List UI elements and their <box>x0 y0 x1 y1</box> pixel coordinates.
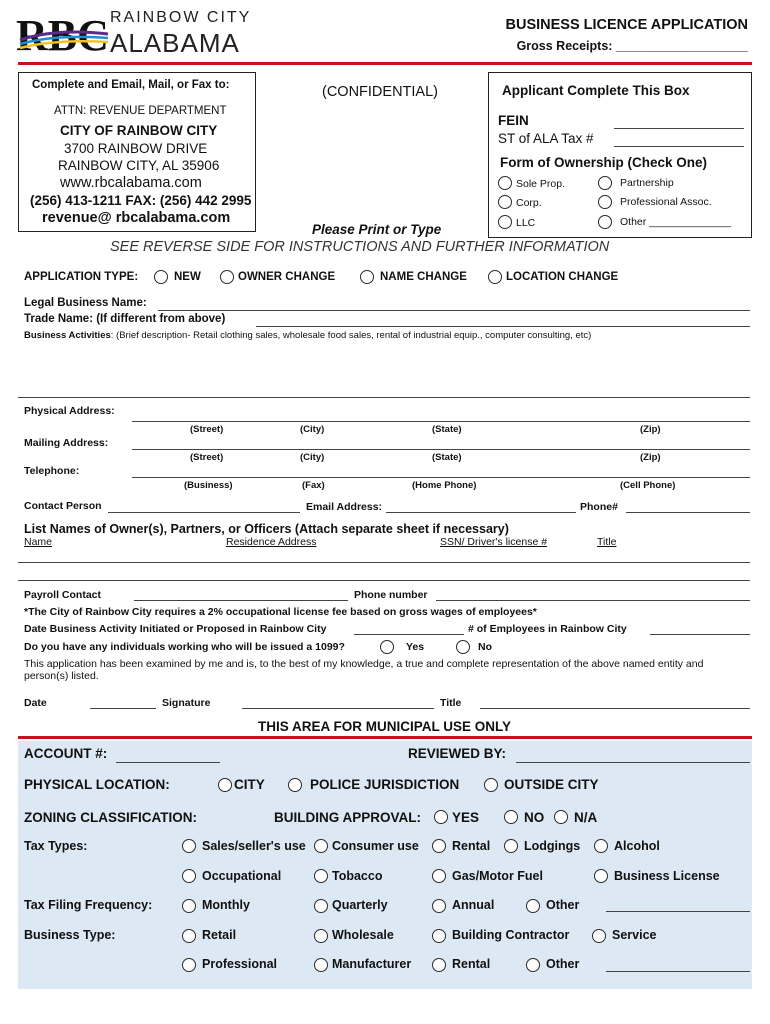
freq-monthly-label: Monthly <box>202 898 250 912</box>
fein-label: FEIN <box>498 113 529 128</box>
mailing-zip-caption: (Zip) <box>640 452 661 463</box>
mailing-city-caption: (City) <box>300 452 325 463</box>
owner-row-1-input[interactable] <box>18 562 750 563</box>
cert-signature-input[interactable] <box>242 708 434 709</box>
physical-location-label: PHYSICAL LOCATION: <box>24 777 170 792</box>
sole-prop-label: Sole Prop. <box>516 178 566 190</box>
freq-annual-radio[interactable] <box>432 899 446 913</box>
freq-quarterly-label: Quarterly <box>332 898 388 912</box>
st-ala-tax-input[interactable] <box>614 146 744 147</box>
freq-other-label: Other <box>546 898 580 912</box>
tax-lodgings-radio[interactable] <box>504 839 518 853</box>
contact-person-input[interactable] <box>108 512 300 513</box>
type-other-radio[interactable] <box>526 958 540 972</box>
type-service-label: Service <box>612 928 657 942</box>
freq-quarterly-radio[interactable] <box>314 899 328 913</box>
telephone-label: Telephone: <box>24 465 80 477</box>
trade-name-input[interactable] <box>256 326 750 327</box>
type-professional-radio[interactable] <box>182 958 196 972</box>
payroll-phone-input[interactable] <box>436 600 750 601</box>
logo-city-bottom: ALABAMA <box>110 28 240 58</box>
other-ownership-radio[interactable] <box>598 215 612 229</box>
location-city-label: CITY <box>234 777 265 792</box>
tax-sales-radio[interactable] <box>182 839 196 853</box>
date-initiated-input[interactable] <box>354 634 464 635</box>
freq-other-input[interactable] <box>606 911 750 912</box>
owner-row-2-input[interactable] <box>18 580 750 581</box>
tax-alcohol-label: Alcohol <box>614 839 660 853</box>
payroll-contact-input[interactable] <box>134 600 348 601</box>
llc-label: LLC <box>516 217 536 229</box>
cert-title-input[interactable] <box>480 708 750 709</box>
cert-date-input[interactable] <box>90 708 156 709</box>
legal-name-input[interactable] <box>158 310 750 311</box>
owner-change-radio[interactable] <box>220 270 234 284</box>
st-ala-tax-label: ST of ALA Tax # <box>498 131 594 146</box>
corp-radio[interactable] <box>498 195 512 209</box>
new-radio[interactable] <box>154 270 168 284</box>
business-activities <box>24 330 591 341</box>
business-activities-label: Business Activities <box>24 330 111 341</box>
type-wholesale-label: Wholesale <box>332 928 394 942</box>
owner-change-label: OWNER CHANGE <box>238 271 336 283</box>
type-retail-label: Retail <box>202 928 237 942</box>
filing-frequency-label: Tax Filing Frequency: <box>24 898 153 912</box>
payroll-contact-label: Payroll Contact <box>24 589 102 601</box>
building-no-label: NO <box>524 810 545 825</box>
contact-email[interactable]: revenue@ rbcalabama.com <box>42 210 231 226</box>
trade-name-label: Trade Name: (If different from above) <box>24 313 226 325</box>
freq-other-radio[interactable] <box>526 899 540 913</box>
police-jurisdiction-radio[interactable] <box>288 778 302 792</box>
contact-city-state: RAINBOW CITY, AL 35906 <box>58 158 220 173</box>
police-jurisdiction-label: POLICE JURISDICTION <box>310 777 460 792</box>
certification-text: This application has been examined by me and is, to the best of my knowledge, a true and complete representation of the above named entity and person(s) listed. <box>24 658 704 682</box>
tax-occupational-radio[interactable] <box>182 869 196 883</box>
type-service-radio[interactable] <box>592 929 606 943</box>
tax-occupational-label: Occupational <box>202 869 282 883</box>
physical-zip-caption: (Zip) <box>640 424 661 435</box>
logo-letters: RBC <box>16 11 109 60</box>
tax-types-label: Tax Types: <box>24 839 88 853</box>
physical-street-caption: (Street) <box>190 424 224 435</box>
type-other-input[interactable] <box>606 971 750 972</box>
business-activities-desc: : (Brief description- Retail clothing sales, wholesale food sales, rental of industrial equip., computer consulting, etc) <box>110 330 592 341</box>
cell-phone-caption: (Cell Phone) <box>620 480 676 491</box>
1099-no-label: No <box>478 641 492 653</box>
owner-ssn-col: SSN/ Driver's license # <box>440 536 548 548</box>
home-phone-caption: (Home Phone) <box>412 480 477 491</box>
tax-consumer-radio[interactable] <box>314 839 328 853</box>
fein-input[interactable] <box>614 128 744 129</box>
contact-attn: ATTN: REVENUE DEPARTMENT <box>54 105 227 117</box>
mailing-address-input[interactable] <box>132 449 750 450</box>
type-manufacturer-label: Manufacturer <box>332 957 412 971</box>
physical-city-caption: (City) <box>300 424 325 435</box>
owner-residence-col: Residence Address <box>226 536 317 548</box>
building-na-radio[interactable] <box>554 810 568 824</box>
type-building-contractor-radio[interactable] <box>432 929 446 943</box>
mailing-street-caption: (Street) <box>190 452 224 463</box>
contact-org: CITY OF RAINBOW CITY <box>60 123 218 138</box>
tax-lodgings-label: Lodgings <box>524 839 581 853</box>
type-building-contractor-label: Building Contractor <box>452 928 570 942</box>
tax-business-license-label: Business License <box>614 869 720 883</box>
1099-yes-radio[interactable] <box>380 640 394 654</box>
reviewed-by-label: REVIEWED BY: <box>408 746 507 761</box>
building-no-radio[interactable] <box>504 810 518 824</box>
tax-rental-label: Rental <box>452 839 491 853</box>
mailing-state-caption: (State) <box>432 452 462 463</box>
business-phone-caption: (Business) <box>184 480 233 491</box>
form-title: BUSINESS LICENCE APPLICATION <box>505 17 748 33</box>
freq-annual-label: Annual <box>452 898 495 912</box>
partnership-radio[interactable] <box>598 176 612 190</box>
tax-tobacco-radio[interactable] <box>314 869 328 883</box>
tax-rental-radio[interactable] <box>432 839 446 853</box>
account-label: ACCOUNT #: <box>24 746 108 761</box>
contact-website[interactable]: www.rbcalabama.com <box>60 175 202 191</box>
logo-city-top: RAINBOW CITY <box>110 9 252 26</box>
type-wholesale-radio[interactable] <box>314 929 328 943</box>
corp-label: Corp. <box>516 197 542 209</box>
new-label: NEW <box>174 271 201 283</box>
building-yes-label: YES <box>452 810 480 825</box>
tax-tobacco-label: Tobacco <box>332 869 383 883</box>
type-other-label: Other <box>546 957 580 971</box>
physical-address-label: Physical Address: <box>24 405 115 417</box>
account-input[interactable] <box>116 762 220 763</box>
fee-note: *The City of Rainbow City requires a 2% occupational license fee based on gross wages of employees* <box>24 606 537 618</box>
zoning-label: ZONING CLASSIFICATION: <box>24 810 197 825</box>
legal-name-label: Legal Business Name: <box>24 297 147 309</box>
fax-caption: (Fax) <box>302 480 325 491</box>
freq-monthly-radio[interactable] <box>182 899 196 913</box>
1099-no-radio[interactable] <box>456 640 470 654</box>
location-change-radio[interactable] <box>488 270 502 284</box>
num-employees-label: # of Employees in Rainbow City <box>468 623 627 635</box>
payroll-phone-label: Phone number <box>354 589 428 601</box>
ownership-heading: Form of Ownership (Check One) <box>500 155 708 170</box>
location-change-label: LOCATION CHANGE <box>506 271 619 283</box>
application-type-label: APPLICATION TYPE: <box>24 271 139 283</box>
cert-title-label: Title <box>440 697 462 709</box>
tax-consumer-label: Consumer use <box>332 839 419 853</box>
contact-street: 3700 RAINBOW DRIVE <box>64 141 208 156</box>
cert-signature-label: Signature <box>162 697 211 709</box>
date-initiated-label: Date Business Activity Initiated or Proposed in Rainbow City <box>24 623 327 635</box>
contact-heading: Complete and Email, Mail, or Fax to: <box>32 79 230 91</box>
professional-assoc-label: Professional Assoc. <box>620 196 712 208</box>
applicant-heading: Applicant Complete This Box <box>502 83 690 98</box>
type-rental-label: Rental <box>452 957 491 971</box>
email-address-label: Email Address: <box>306 501 383 513</box>
reviewed-by-input[interactable] <box>516 762 750 763</box>
mailing-address-label: Mailing Address: <box>24 437 109 449</box>
telephone-input[interactable] <box>132 477 750 478</box>
contact-phone-fax: (256) 413-1211 FAX: (256) 442 2995 <box>30 193 252 208</box>
phone-number-input[interactable] <box>626 512 750 513</box>
instructions-note: SEE REVERSE SIDE FOR INSTRUCTIONS AND FURTHER INFORMATION <box>110 239 610 255</box>
owners-heading: List Names of Owner(s), Partners, or Officers (Attach separate sheet if necessary) <box>24 522 509 536</box>
type-rental-radio[interactable] <box>432 958 446 972</box>
name-change-label: NAME CHANGE <box>380 271 467 283</box>
tax-gas-radio[interactable] <box>432 869 446 883</box>
owner-name-col: Name <box>24 536 53 548</box>
question-1099: Do you have any individuals working who will be issued a 1099? <box>24 641 345 653</box>
outside-city-radio[interactable] <box>484 778 498 792</box>
tax-gas-label: Gas/Motor Fuel <box>452 869 543 883</box>
municipal-heading: THIS AREA FOR MUNICIPAL USE ONLY <box>258 719 512 734</box>
outside-city-label: OUTSIDE CITY <box>504 777 599 792</box>
tax-business-license-radio[interactable] <box>594 869 608 883</box>
other-ownership-label[interactable]: Other ______________ <box>620 216 731 228</box>
llc-radio[interactable] <box>498 215 512 229</box>
cert-date-label: Date <box>24 697 47 709</box>
partnership-label: Partnership <box>620 177 674 189</box>
print-or-type: Please Print or Type <box>312 222 442 237</box>
municipal-rule <box>18 736 752 739</box>
type-manufacturer-radio[interactable] <box>314 958 328 972</box>
1099-yes-label: Yes <box>406 641 425 653</box>
gross-receipts-field[interactable]: Gross Receipts: ___________________ <box>516 39 748 53</box>
business-activities-input[interactable] <box>18 397 750 398</box>
building-yes-radio[interactable] <box>434 810 448 824</box>
header-rule <box>18 62 752 65</box>
confidential-label: (CONFIDENTIAL) <box>322 84 438 100</box>
physical-address-input[interactable] <box>132 421 750 422</box>
type-retail-radio[interactable] <box>182 929 196 943</box>
tax-sales-label: Sales/seller's use <box>202 839 306 853</box>
physical-state-caption: (State) <box>432 424 462 435</box>
professional-assoc-radio[interactable] <box>598 195 612 209</box>
contact-person-label: Contact Person <box>24 500 102 512</box>
building-na-label: N/A <box>574 810 598 825</box>
num-employees-input[interactable] <box>650 634 750 635</box>
type-professional-label: Professional <box>202 957 278 971</box>
tax-alcohol-radio[interactable] <box>594 839 608 853</box>
building-approval-label: BUILDING APPROVAL: <box>274 810 421 825</box>
name-change-radio[interactable] <box>360 270 374 284</box>
sole-prop-radio[interactable] <box>498 176 512 190</box>
owner-title-col: Title <box>597 536 617 548</box>
phone-number-label: Phone# <box>580 501 618 513</box>
email-address-input[interactable] <box>386 512 576 513</box>
location-city-radio[interactable] <box>218 778 232 792</box>
business-type-label: Business Type: <box>24 928 116 942</box>
